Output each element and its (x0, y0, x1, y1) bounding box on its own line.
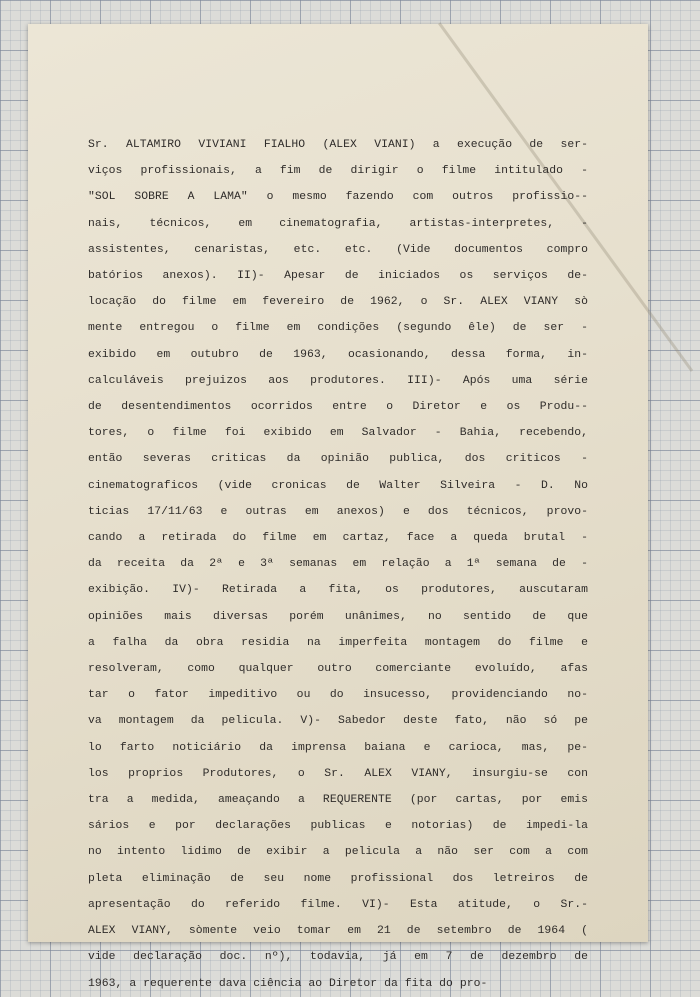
text-line: exibido em outubro de 1963, ocasionando, dessa forma, in- (88, 348, 588, 361)
text-line: locação do filme em fevereiro de 1962, o Sr. ALEX VIANY sò (88, 296, 588, 309)
text-line: 1963, a requerente dava ciência ao Diretor da fita do pro- (88, 977, 488, 990)
text-line: vide declaração doc. nº), todavia, já em 7 de dezembro de (88, 951, 588, 964)
text-line: calculáveis prejuizos aos produtores. III)- Após uma série (88, 374, 588, 387)
typed-text-block (88, 132, 588, 997)
text-line: a falha da obra residia na imperfeita montagem do filme e (88, 636, 588, 649)
text-line: sários e por declarações publicas e notorias) de impedi-la (88, 820, 588, 833)
text-line: mente entregou o filme em condições (segundo êle) de ser - (88, 322, 588, 335)
text-line: tar o fator impeditivo ou do insucesso, providenciando no- (88, 689, 588, 702)
text-line: tores, o filme foi exibido em Salvador - Bahia, recebendo, (88, 427, 588, 440)
text-line: então severas criticas da opinião publica, dos criticos - (88, 453, 588, 466)
text-line: no intento lidimo de exibir a pelicula a não ser com a com (88, 846, 588, 859)
text-line: resolveram, como qualquer outro comerciante evoluído, afas (88, 663, 588, 676)
text-line: cinematograficos (vide cronicas de Walter Silveira - D. No (88, 479, 588, 492)
text-line: va montagem da pelicula. V)- Sabedor deste fato, não só pe (88, 715, 588, 728)
typewritten-page (28, 24, 648, 990)
text-line: tra a medida, ameaçando a REQUERENTE (por cartas, por emis (88, 794, 588, 807)
text-line: pleta eliminação de seu nome profissional dos letreiros de (88, 872, 588, 885)
text-line: da receita da 2ª e 3ª semanas em relação a 1ª semana de - (88, 558, 588, 571)
text-line: nais, técnicos, em cinematografia, artistas-interpretes, - (88, 217, 588, 230)
text-line: lo farto noticiário da imprensa baiana e carioca, mas, pe- (88, 741, 588, 754)
text-line: exibição. IV)- Retirada a fita, os produtores, auscutaram (88, 584, 588, 597)
text-line: viços profissionais, a fim de dirigir o filme intitulado - (88, 165, 588, 178)
text-line: opiniões mais diversas porém unânimes, no sentido de que (88, 610, 588, 623)
text-line: apresentação do referido filme. VI)- Esta atitude, o Sr.- (88, 898, 588, 911)
text-line: ALEX VIANY, sòmente veio tomar em 21 de setembro de 1964 ( (88, 925, 588, 938)
text-line: "SOL SOBRE A LAMA" o mesmo fazendo com outros profissio-- (88, 191, 588, 204)
text-line: cando a retirada do filme em cartaz, face a queda brutal - (88, 532, 588, 545)
text-line: ticias 17/11/63 e outras em anexos) e dos técnicos, provo- (88, 505, 588, 518)
text-line: los proprios Produtores, o Sr. ALEX VIANY, insurgiu-se con (88, 767, 588, 780)
text-line: de desentendimentos ocorridos entre o Diretor e os Produ-- (88, 401, 588, 414)
text-line: assistentes, cenaristas, etc. etc. (Vide documentos compro (88, 243, 588, 256)
text-line: batórios anexos). II)- Apesar de iniciados os serviços de- (88, 270, 588, 283)
text-line: Sr. ALTAMIRO VIVIANI FIALHO (ALEX VIANI) a execução de ser- (88, 139, 588, 151)
